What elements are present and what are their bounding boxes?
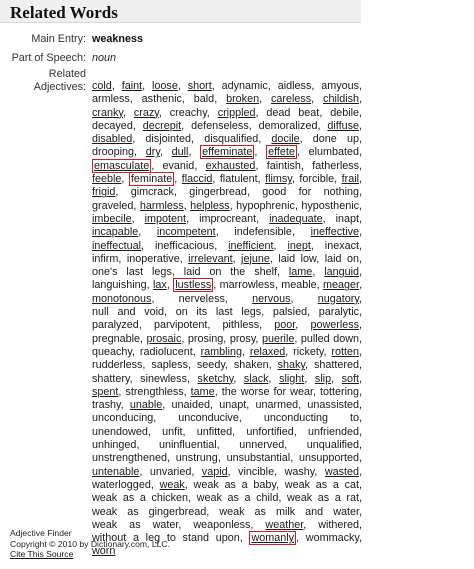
adjective-word[interactable]: untenable: [92, 465, 140, 478]
adjective-word: laid on: [324, 252, 359, 265]
adjective-word[interactable]: harmless: [139, 199, 184, 212]
adjective-word: laid on the shelf: [183, 266, 278, 279]
adjective-word: unvaried: [149, 465, 192, 478]
adjective-word[interactable]: jejune: [241, 252, 270, 265]
adjective-word: weak as gingerbread: [92, 505, 207, 518]
adjective-word[interactable]: relaxed: [249, 345, 286, 358]
adjective-word[interactable]: flaccid: [181, 173, 213, 186]
adjective-word[interactable]: helpless: [190, 199, 230, 212]
adjective-word: faintish: [266, 159, 301, 172]
adjective-word: disjointed: [145, 133, 192, 146]
adjective-word: unfit: [162, 425, 183, 438]
adjective-word[interactable]: rambling: [200, 345, 242, 358]
adjective-word[interactable]: spent: [92, 385, 119, 398]
adjective-word: shattered: [313, 359, 359, 372]
part-of-speech-label: Part of Speech:: [11, 52, 86, 64]
adjective-word[interactable]: exhausted: [205, 159, 256, 172]
footer-copyright: Copyright © 2010 by Dictionary.com, LLC.: [10, 538, 170, 549]
adjective-word: decayed: [92, 119, 133, 132]
adjective-word[interactable]: decrepit: [142, 119, 182, 132]
adjective-word: null and void: [92, 306, 165, 319]
adjective-word: sapless: [151, 359, 188, 372]
adjective-word[interactable]: nugatory: [317, 292, 359, 305]
adjective-word: unfriended: [307, 425, 360, 438]
highlighted-adjective-word[interactable]: emasculate: [94, 159, 150, 172]
part-of-speech-value: noun: [92, 52, 117, 64]
adjective-word[interactable]: rotten: [331, 345, 359, 358]
adjective-word[interactable]: short: [187, 80, 212, 92]
highlighted-adjective-word[interactable]: effete: [268, 146, 295, 159]
adjective-word[interactable]: loose: [152, 80, 178, 92]
adjective-word: vincible: [238, 465, 275, 478]
adjective-word: hypophrenic: [236, 199, 295, 212]
adjective-word: weak as milk and water: [219, 505, 360, 518]
footer: [10, 528, 170, 560]
adjective-word[interactable]: weather: [265, 518, 304, 531]
adjective-word[interactable]: imbecile: [92, 212, 132, 225]
adjective-word[interactable]: inadequate: [269, 212, 323, 225]
cite-source-link[interactable]: Cite This Source: [10, 549, 74, 559]
adjective-word: radiolucent: [139, 345, 193, 358]
adjective-word[interactable]: tame: [190, 385, 215, 398]
adjective-word[interactable]: feeble: [92, 173, 122, 186]
highlighted-adjective-word[interactable]: effeminate: [202, 146, 253, 159]
adjective-word: meable: [281, 279, 317, 292]
adjective-word[interactable]: broken: [226, 93, 260, 106]
adjective-word: inapt: [335, 212, 360, 225]
adjective-word: pregnable: [92, 332, 141, 345]
adjective-word[interactable]: cranky: [92, 106, 123, 119]
adjective-word: elumbated: [308, 146, 360, 159]
adjective-word: unassisted: [307, 399, 360, 412]
adjective-word[interactable]: powerless: [310, 319, 360, 332]
adjective-word: unfitted: [196, 425, 233, 438]
related-label-line2: Adjectives:: [33, 81, 86, 93]
related-adjectives-list: cold, faint, loose, short, adynamic, aidless, amyous, armless, asthenic, bald, broken, careless, childish, cranky, crazy, creachy, crippled, dead beat, debile, decayed, decrepit, defenseless, demoralized, diffuse, disabled, disjointed, disqualified, docile, done up, drooping, dry, dull, effeminate , effete , elumbated, emasculate , evanid, exhausted, faintish, fatherless, feeble, feminate , flaccid, flatulent, flimsy, forcible, frail, frigid, gimcrack, gingerbread, good for nothing, graveled, harmless, helpless, hypophrenic, hyposthenic, imbecile, impotent, improcreant, inadequate, inapt, incapable, incompetent, indefensible, ineffective, ineffectual, inefficacious, inefficient, inept, inexact, infirm, inoperative, irrelevant, jejune, laid low, laid on, one's last legs, laid on the shelf, lame, languid, languishing, lax, lustless , marrowless, meable, meager, monotonous, nerveless, nervous, nugatory, null and void, on its last legs, palsied, paralytic, paralyzed, parvipotent, pithless, poor, powerless, pregnable, prosaic, prosing, prosy, puerile, pulled down, queachy, radiolucent, rambling, relaxed, rickety, rotten, rudderless, sapless, seedy, shaken, shaky, shattered, shattery, sinewless, sketchy, slack, slight, slip, soft, spent, strengthless, tame, the worse for wear, tottering, trashy, unable, unaided, unapt, unarmed, unassisted, unconducing, unconducive, unconducting to, unendowed, unfit, unfitted, unfortified, unfriended, unhinged, uninfluential, unnerved, unqualified, unstrengthened, unstrung, unsubstantial, unsupported, untenable, unvaried, vapid, vincible, washy, wasted, waterlogged, weak, weak as a baby, weak as a cat, weak as a chicken, weak as a child, weak as a rat, weak as gingerbread, weak as milk and water, weak as water, weaponless, weather, withered, without a leg to stand upon, womanly , wommacky, worn: [92, 80, 363, 558]
adjective-word[interactable]: languid: [324, 266, 360, 279]
adjective-word: marrowless: [219, 279, 275, 292]
footer-source-name: Adjective Finder: [10, 528, 72, 538]
adjective-word: disqualified: [204, 133, 259, 146]
adjective-word[interactable]: docile: [271, 133, 300, 146]
adjective-word: flatulent: [219, 173, 258, 186]
adjective-word: improcreant: [199, 212, 257, 225]
adjective-word[interactable]: meager: [323, 279, 360, 292]
adjective-word: shaken: [233, 359, 269, 372]
adjective-word[interactable]: inept: [287, 239, 311, 252]
adjective-word: rudderless: [92, 359, 143, 372]
adjective-word: paralyzed: [92, 319, 139, 332]
adjective-word: indefensible: [234, 226, 292, 239]
adjective-word[interactable]: slack: [243, 372, 269, 385]
adjective-word[interactable]: flimsy: [265, 173, 292, 186]
adjective-word: unstrengthened: [92, 452, 168, 465]
adjective-word: dead beat: [266, 106, 320, 119]
adjective-word: unconducing: [92, 412, 154, 425]
adjective-word: demoralized: [258, 119, 318, 132]
adjective-word[interactable]: shaky: [277, 359, 306, 372]
adjective-word: fatherless: [312, 159, 360, 172]
main-entry-value: weakness: [92, 33, 144, 45]
adjective-word: rickety: [293, 345, 324, 358]
adjective-word: amyous: [321, 80, 360, 92]
adjective-word: unhinged: [92, 439, 137, 452]
adjective-word: languishing: [92, 279, 147, 292]
adjective-word: pithless: [222, 319, 260, 332]
adjective-word: tottering: [319, 385, 359, 398]
highlighted-adjective-word[interactable]: womanly: [251, 532, 295, 545]
adjective-word[interactable]: impotent: [144, 212, 187, 225]
adjective-word: weak as a chicken: [92, 492, 189, 505]
adjective-word[interactable]: monotonous: [92, 292, 152, 305]
adjective-word: hyposthenic: [301, 199, 359, 212]
adjective-word: unconducive: [178, 412, 239, 425]
adjective-word: weaponless: [193, 518, 251, 531]
adjective-word[interactable]: slight: [279, 372, 305, 385]
adjective-word[interactable]: careless: [270, 93, 312, 106]
adjective-word: unsupported: [298, 452, 360, 465]
adjective-word[interactable]: cold: [92, 80, 112, 92]
related-label-line1: Related: [48, 68, 86, 80]
adjective-word: pulled down: [300, 332, 360, 345]
adjective-word: unconducting to: [263, 412, 360, 425]
adjective-word[interactable]: ineffectual: [92, 239, 142, 252]
adjective-word: nerveless: [178, 292, 225, 305]
adjective-word[interactable]: worn: [92, 545, 116, 558]
adjective-word[interactable]: dull: [171, 146, 189, 159]
adjective-word[interactable]: frigid: [92, 186, 116, 199]
adjective-word: on its last legs: [175, 306, 262, 319]
page-title: Related Words: [10, 3, 118, 22]
adjective-word: creachy: [169, 106, 207, 119]
adjective-word: paralytic: [318, 306, 359, 319]
adjective-word[interactable]: disabled: [92, 133, 133, 146]
adjective-word: trashy: [92, 399, 121, 412]
adjective-word: prosy: [229, 332, 256, 345]
adjective-word: unnerved: [239, 439, 285, 452]
adjective-word: unarmed: [255, 399, 299, 412]
adjective-word[interactable]: lame: [288, 266, 313, 279]
adjective-word: unsubstantial: [226, 452, 291, 465]
adjective-word[interactable]: diffuse: [327, 119, 360, 132]
adjective-word: one's last legs: [92, 266, 172, 279]
adjective-word: armless: [92, 93, 130, 106]
adjective-word: done up: [312, 133, 359, 146]
adjective-word[interactable]: faint: [121, 80, 143, 92]
adjective-word[interactable]: incapable: [92, 226, 139, 239]
adjective-word[interactable]: ineffective: [310, 226, 359, 239]
adjective-word: withered: [318, 518, 360, 531]
adjective-word: weak as water: [92, 518, 179, 531]
adjective-word: seedy: [196, 359, 225, 372]
adjective-word[interactable]: frail: [341, 173, 360, 186]
adjective-word: uninfluential: [159, 439, 217, 452]
adjective-word: adynamic: [221, 80, 268, 92]
adjective-word[interactable]: incompetent: [156, 226, 216, 239]
adjective-word: unstrung: [175, 452, 218, 465]
adjective-word[interactable]: dry: [145, 146, 160, 159]
adjective-word: weak as a cat: [284, 478, 360, 491]
adjective-word[interactable]: vapid: [201, 465, 228, 478]
adjective-word: unaided: [171, 399, 210, 412]
adjective-word[interactable]: crippled: [217, 106, 256, 119]
adjective-word: gingerbread: [189, 186, 247, 199]
highlighted-adjective-word: feminate: [130, 173, 173, 186]
adjective-word: inexact: [324, 239, 360, 252]
adjective-word: debile: [330, 106, 360, 119]
adjective-word[interactable]: prosaic: [146, 332, 182, 345]
adjective-word: queachy: [92, 345, 133, 358]
adjective-word: strengthless: [125, 385, 184, 398]
adjective-word: defenseless: [191, 119, 249, 132]
adjective-word: unendowed: [92, 425, 148, 438]
adjective-word[interactable]: soft: [341, 372, 360, 385]
adjective-word[interactable]: wasted: [324, 465, 360, 478]
adjective-word: weak as a child: [196, 492, 279, 505]
adjective-word[interactable]: childish: [323, 93, 360, 106]
adjective-word: forcible: [299, 173, 335, 186]
highlighted-adjective-word[interactable]: lustless: [175, 279, 212, 292]
adjective-word: bald: [193, 93, 215, 106]
adjective-word[interactable]: poor: [274, 319, 296, 332]
adjective-word: gimcrack: [130, 186, 174, 199]
adjective-word[interactable]: crazy: [133, 106, 159, 119]
adjective-word[interactable]: sketchy: [197, 372, 234, 385]
adjective-word: laid low: [278, 252, 317, 265]
adjective-word: the worse for wear: [221, 385, 313, 398]
adjective-word: asthenic: [141, 93, 182, 106]
adjective-word[interactable]: puerile: [261, 332, 295, 345]
title-bar: [0, 0, 361, 23]
adjective-word: palsied: [272, 306, 308, 319]
adjective-word: unapt: [219, 399, 247, 412]
adjective-word: sinewless: [140, 372, 187, 385]
adjective-word: waterlogged: [92, 478, 151, 491]
adjective-word[interactable]: irrelevant: [188, 252, 233, 265]
adjective-word: unqualified: [306, 439, 360, 452]
adjective-word[interactable]: weak: [159, 478, 185, 491]
adjective-word[interactable]: unable: [129, 399, 163, 412]
adjective-word[interactable]: nervous: [252, 292, 291, 305]
adjective-word: shattery: [92, 372, 130, 385]
adjective-word: washy: [284, 465, 315, 478]
adjective-word: parvipotent: [153, 319, 208, 332]
adjective-word[interactable]: lax: [153, 279, 167, 292]
adjective-word: aidless: [277, 80, 312, 92]
adjective-word[interactable]: slip: [314, 372, 332, 385]
adjective-word: wommacky: [305, 532, 359, 545]
adjective-word: infirm: [92, 252, 119, 265]
adjective-word: inoperative: [126, 252, 180, 265]
adjective-word: evanid: [162, 159, 195, 172]
adjective-word: good for nothing: [262, 186, 360, 199]
adjective-word: drooping: [92, 146, 135, 159]
adjective-word: weak as a rat: [286, 492, 360, 505]
adjective-word[interactable]: inefficient: [228, 239, 274, 252]
adjective-word: weak as a baby: [193, 478, 277, 491]
adjective-word: without a leg to stand upon: [92, 532, 240, 545]
adjective-word: prosing: [187, 332, 224, 345]
main-entry-label: Main Entry:: [31, 33, 86, 45]
adjective-word: inefficacious: [154, 239, 215, 252]
adjective-word: unfortified: [246, 425, 294, 438]
adjective-word: graveled: [92, 199, 134, 212]
